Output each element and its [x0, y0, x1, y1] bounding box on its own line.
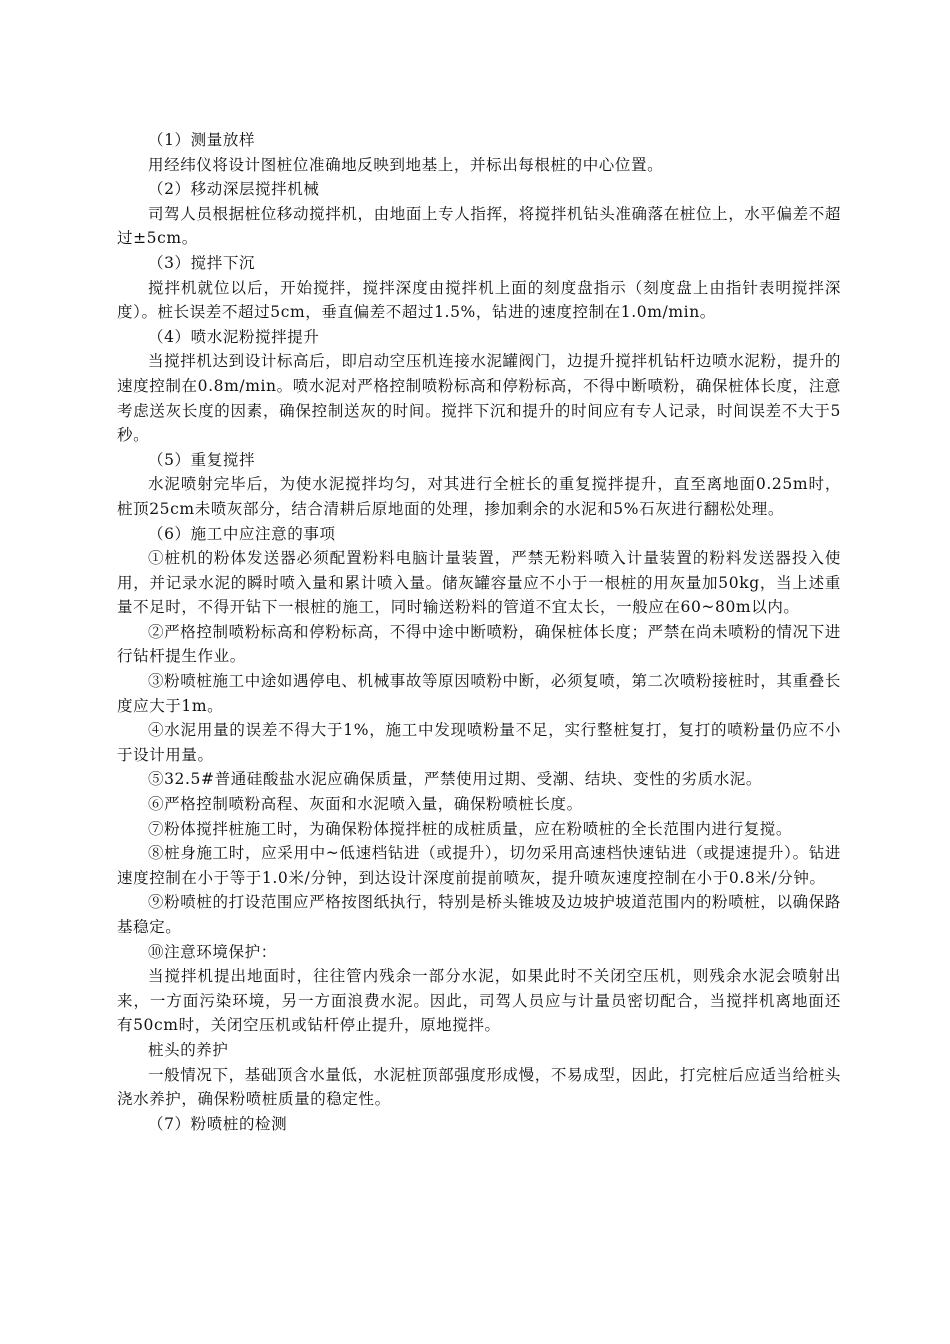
paragraph-pile-head-curing: 一般情况下，基础顶含水量低，水泥桩顶部强度形成慢，不易成型，因此，打完桩后应适当给桩头浇水养护，确保粉喷桩质量的稳定性。: [117, 1065, 841, 1109]
paragraph-move-machine: 司驾人员根据桩位移动搅拌机，由地面上专人指挥，将搅拌机钻头准确落在桩位上，水平偏差不超过±5cm。: [117, 204, 841, 248]
section-heading-inspection: （7）粉喷桩的检测: [148, 1114, 288, 1133]
paragraph-environment: 当搅拌机提出地面时，往往管内残余一部分水泥，如果此时不关闭空压机，则残余水泥会喷射出来，一方面污染环境，另一方面浪费水泥。因此，司驾人员应与计量员密切配合，当搅拌机离地面还有50cm时，关闭空压机或钻杆停止提升，原地搅拌。: [117, 967, 841, 1035]
section-heading-survey: （1）测量放样: [148, 131, 256, 149]
paragraph-survey: 用经纬仪将设计图桩位准确地反映到地基上，并标出每根桩的中心位置。: [148, 155, 664, 174]
list-item-precaution-2: ②严格控制喷粉标高和停粉标高，不得中途中断喷粉，确保桩体长度；严禁在尚未喷粉的情况下进行钻杆提生作业。: [117, 622, 841, 666]
section-heading-repeat-mix: （5）重复搅拌: [148, 450, 256, 469]
paragraph-repeat-mix: 水泥喷射完毕后，为使水泥搅拌均匀，对其进行全桩长的重复搅拌提升，直至离地面0.25m时，桩顶25cm未喷灰部分，结合清耕后原地面的处理，掺加剩余的水泥和5%石灰进行翻松处理。: [117, 475, 841, 518]
section-heading-precautions: （6）施工中应注意的事项: [148, 524, 336, 543]
section-heading-move-machine: （2）移动深层搅拌机械: [148, 180, 320, 199]
list-item-precaution-3: ③粉喷桩施工中途如遇停电、机械事故等原因喷粉中断，必须复喷，第二次喷粉接桩时，其重叠长度应大于1m。: [117, 672, 841, 715]
paragraph-spray-lift: 当搅拌机达到设计标高后，即启动空压机连接水泥罐阀门，边提升搅拌机钻杆边喷水泥粉，提升的速度控制在0.8m/min。喷水泥对严格控制喷粉标高和停粉标高，不得中断喷粉，确保桩体长度，注意考虑送灰长度的因素，确保控制送灰的时间。搅拌下沉和提升的时间应有专人记录，时间误差不大于5秒。: [117, 352, 841, 445]
list-item-precaution-4: ④水泥用量的误差不得大于1%，施工中发现喷粉量不足，实行整桩复打，复打的喷粉量仍应不小于设计用量。: [117, 721, 841, 764]
list-item-precaution-9: ⑨粉喷桩的打设范围应严格按图纸执行，特别是桥头锥坡及边坡护坡道范围内的粉喷桩，以确保路基稳定。: [117, 893, 841, 936]
section-heading-spray-lift: （4）喷水泥粉搅拌提升: [148, 327, 320, 346]
list-item-precaution-5: ⑤32.5#普通硅酸盐水泥应确保质量，严禁使用过期、受潮、结块、变性的劣质水泥。: [148, 770, 763, 789]
list-item-precaution-8: ⑧桩身施工时，应采用中~低速档钻进（或提升），切勿采用高速档快速钻进（或提速提升）。钻进速度控制在小于等于1.0米/分钟，到达设计深度前提前喷灰，提升喷灰速度控制在小于0.8米/分钟。: [117, 844, 841, 887]
section-heading-mix-sink: （3）搅拌下沉: [148, 253, 256, 272]
list-item-precaution-1: ①桩机的粉体发送器必须配置粉料电脑计量装置，严禁无粉料喷入计量装置的粉料发送器投入使用，并记录水泥的瞬时喷入量和累计喷入量。储灰罐容量应不小于一根桩的用灰量加50kg，当上述重量不足时，不得开钻下一根桩的施工，同时输送粉料的管道不宜太长，一般应在60~80m以内。: [117, 549, 841, 617]
list-item-precaution-6: ⑥严格控制喷粉高程、灰面和水泥喷入量，确保粉喷桩长度。: [148, 795, 583, 814]
paragraph-mix-sink: 搅拌机就位以后，开始搅拌，搅拌深度由搅拌机上面的刻度盘指示（刻度盘上由指针表明搅拌深度）。桩长误差不超过5cm，垂直偏差不超过1.5%，钻进的速度控制在1.0m/min。: [117, 278, 841, 322]
document-body: [117, 128, 841, 1136]
subheading-pile-head-curing: 桩头的养护: [148, 1040, 229, 1059]
list-item-precaution-7: ⑦粉体搅拌桩施工时，为确保粉体搅拌桩的成桩质量，应在粉喷桩的全长范围内进行复搅。: [148, 819, 793, 838]
list-item-precaution-10: ⑩注意环境保护：: [148, 942, 277, 961]
